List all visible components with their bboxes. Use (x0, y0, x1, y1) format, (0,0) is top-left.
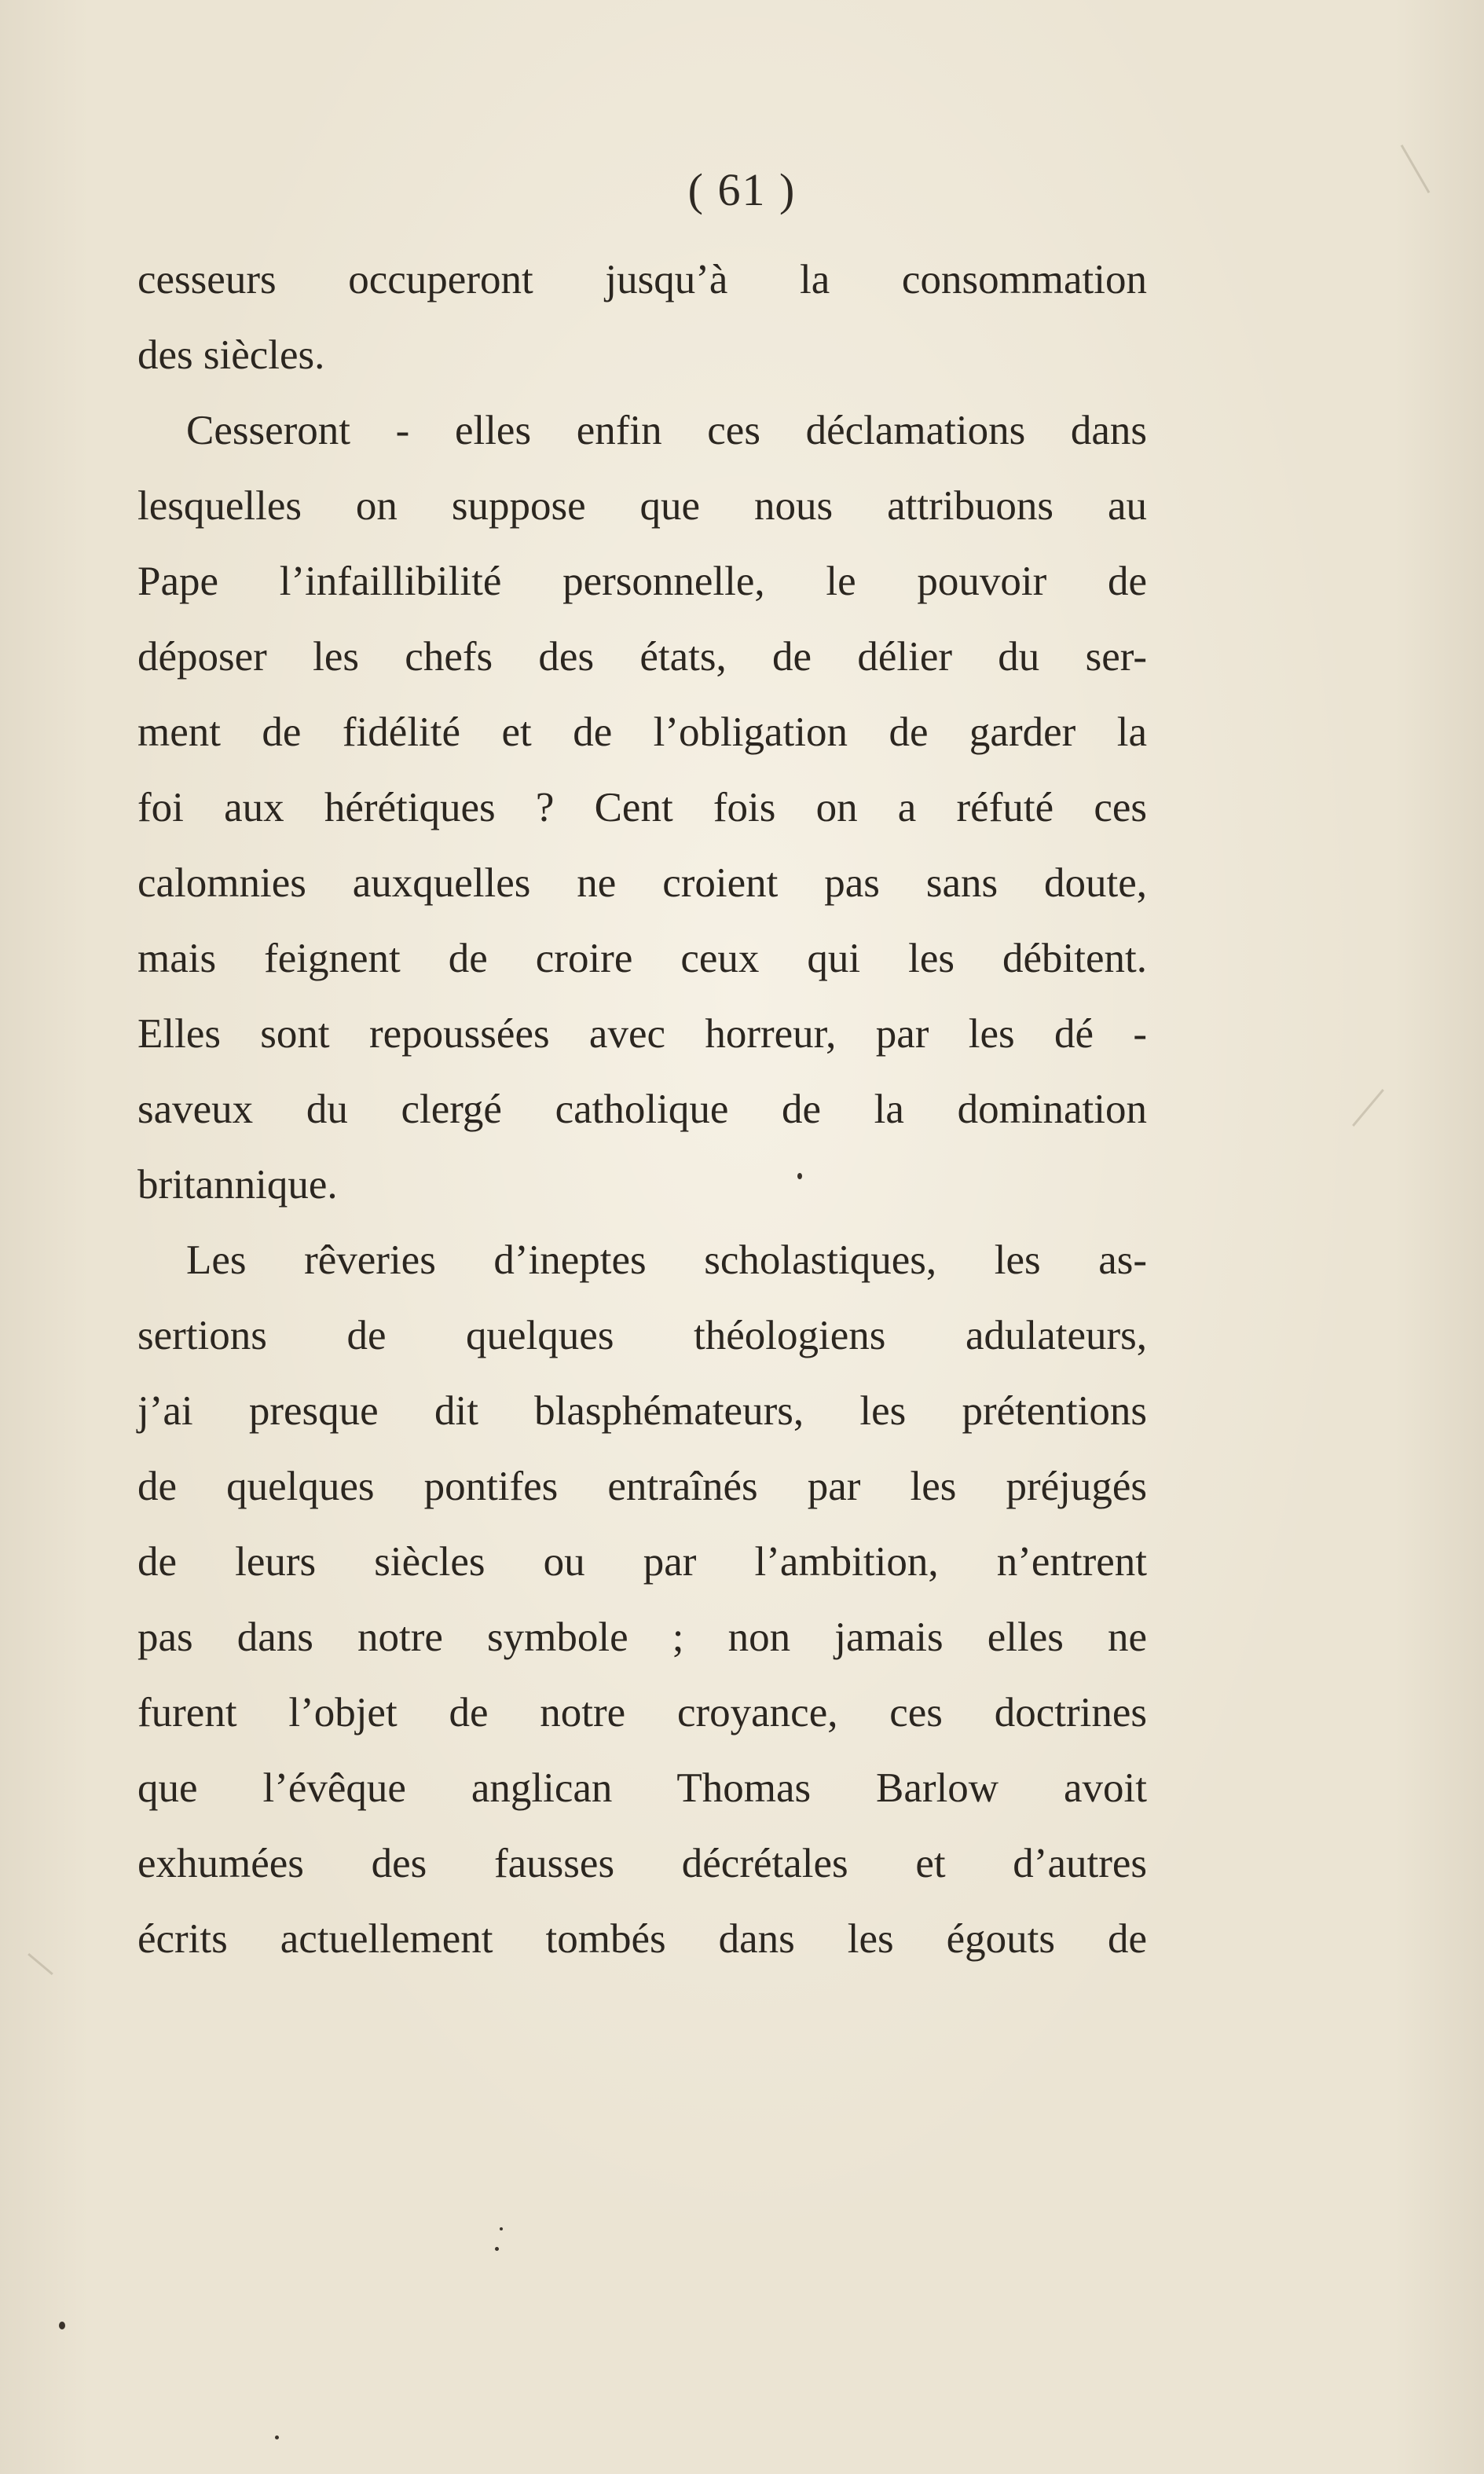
text-line: calomnies auxquelles ne croient pas sans doute, (137, 860, 1147, 906)
text-line: cesseurs occuperont jusqu’à la consommation (137, 257, 1147, 302)
text-line: Les rêveries d’ineptes scholastiques, les as- (186, 1237, 1147, 1283)
text-line: lesquelles on suppose que nous attribuons au (137, 483, 1147, 529)
paper-speck (500, 2227, 503, 2230)
paper-speck (275, 2436, 279, 2439)
text-line: saveux du clergé catholique de la domination (137, 1087, 1147, 1132)
text-line: ment de fidélité et de l’obligation de garder la (137, 709, 1147, 755)
text-line: furent l’objet de notre croyance, ces doctrines (137, 1690, 1147, 1735)
text-line: des siècles. (137, 332, 325, 378)
text-line: sertions de quelques théologiens adulateurs, (137, 1313, 1147, 1358)
paper-speck (495, 2247, 499, 2251)
text-line: j’ai presque dit blasphémateurs, les prétentions (137, 1388, 1147, 1434)
text-line: Pape l’infaillibilité personnelle, le pouvoir de (137, 559, 1147, 604)
text-line: britannique. (137, 1162, 338, 1208)
text-line: écrits actuellement tombés dans les égouts de (137, 1916, 1147, 1962)
text-line: exhumées des fausses décrétales et d’autres (137, 1841, 1147, 1886)
text-line: mais feignent de croire ceux qui les débitent. (137, 936, 1147, 981)
text-line: foi aux hérétiques ? Cent fois on a réfuté ces (137, 785, 1147, 830)
paper-speck (59, 2322, 65, 2329)
page-number: ( 61 ) (687, 164, 797, 215)
text-line: Cesseront - elles enfin ces déclamations dans (186, 408, 1147, 453)
text-line: déposer les chefs des états, de délier du ser- (137, 634, 1147, 680)
text-line: Elles sont repoussées avec horreur, par les dé - (137, 1011, 1147, 1057)
text-line: de quelques pontifes entraînés par les préjugés (137, 1464, 1147, 1509)
paper-crease-mark (1352, 1089, 1384, 1127)
text-line: de leurs siècles ou par l’ambition, n’entrent (137, 1539, 1147, 1585)
paper-crease-mark (27, 1953, 53, 1975)
text-line: que l’évêque anglican Thomas Barlow avoit (137, 1765, 1147, 1811)
text-line: pas dans notre symbole ; non jamais elles ne (137, 1615, 1147, 1660)
